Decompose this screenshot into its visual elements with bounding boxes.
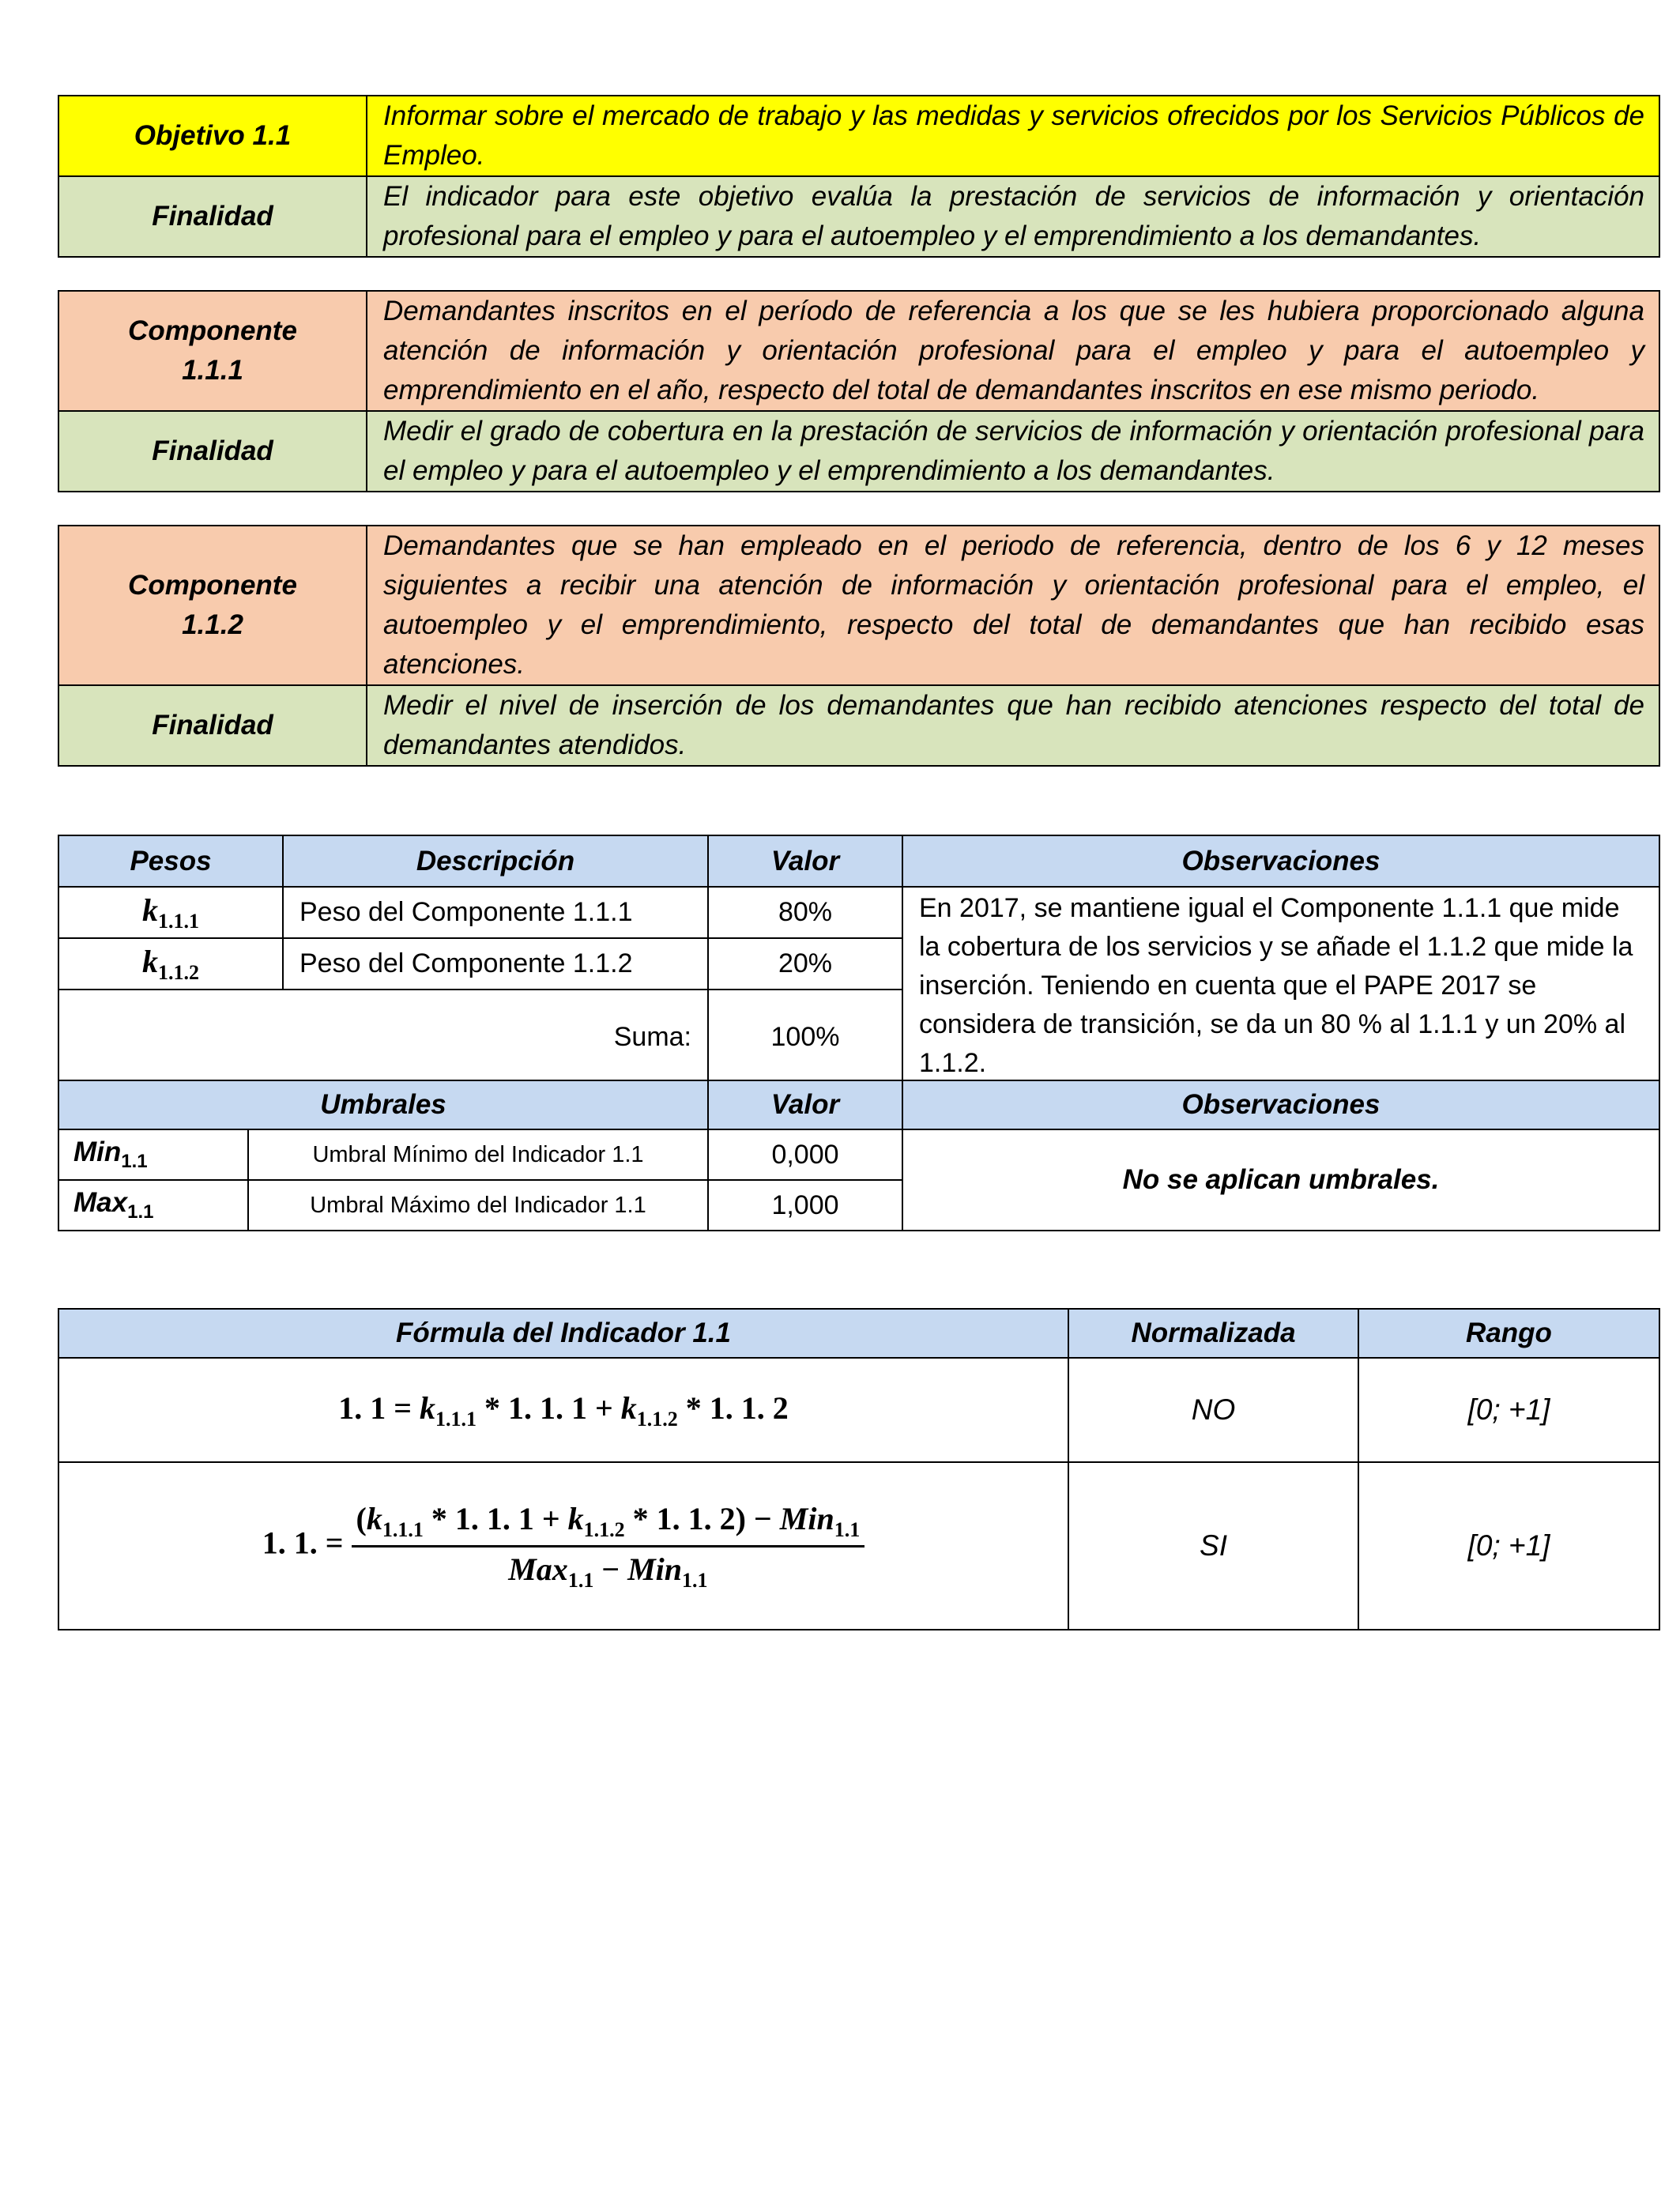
weights-table <box>58 835 1660 1085</box>
component-1-table <box>58 290 1660 492</box>
header-normalizada: Normalizada <box>1068 1309 1358 1358</box>
formula-unnormalized: 1. $1 = k_{1.1.1} * 1$. 1. $1 + k_{1.1.2} * 1$. 1. 2 <box>58 1358 1068 1462</box>
finalidad-label: Finalidad <box>58 176 367 257</box>
header-pesos: Pesos <box>58 835 283 887</box>
threshold-description: Umbral Mínimo del Indicador 1.1 <box>248 1129 708 1180</box>
threshold-min-variable: Min$_{1.1}$ <box>58 1129 248 1180</box>
objective-table <box>58 95 1660 258</box>
header-valor: Valor <box>708 1080 902 1129</box>
component-1-finalidad-text: Medir el grado de cobertura en la prestación de servicios de información y orientación profesional para el empleo y para el autoempleo y el emprendimiento a los demandantes. <box>367 411 1659 492</box>
formula-fraction: $\frac{(k_{1.1.1} * 1. 1. 1 + k_{1.1.2} * 1. 1. 2) - Min_{1.1}}{Max_{1.1} - Min_{1.1}}$ <box>352 1500 865 1593</box>
header-valor: Valor <box>708 835 902 887</box>
sum-value: 100% <box>708 990 902 1084</box>
objective-label: Objetivo 1.1 <box>58 96 367 176</box>
component-2-finalidad-text: Medir el nivel de inserción de los demandantes que han recibido atenciones respecto del total de demandantes atendidos. <box>367 685 1659 766</box>
header-umbrales: Umbrales <box>58 1080 708 1129</box>
header-formula: Fórmula del Indicador 1.1 <box>58 1309 1068 1358</box>
sum-label: Suma: <box>58 990 708 1084</box>
formula-normalized: 1. 1. = $\frac{(k_{1.1.1} * 1. 1. 1 + k_{1.1.2} * 1. 1. 2) - Min_{1.1}}{Max_{1.1} - Min_{1.1}}$ <box>58 1462 1068 1630</box>
component-2-text: Demandantes que se han empleado en el periodo de referencia, dentro de los 6 y 12 meses siguientes a recibir una atención de información y orientación profesional para el empleo, el autoempleo y el emprendimiento, respecto del total de demandantes que han recibido esas atenciones. <box>367 526 1659 685</box>
objective-text: Informar sobre el mercado de trabajo y las medidas y servicios ofrecidos por los Servicios Públicos de Empleo. <box>367 96 1659 176</box>
normalized-value: SI <box>1068 1462 1358 1630</box>
weight-value: 20% <box>708 938 902 990</box>
header-observaciones: Observaciones <box>902 1080 1659 1129</box>
thresholds-table <box>58 1080 1660 1231</box>
weight-description: Peso del Componente 1.1.2 <box>283 938 708 990</box>
threshold-max-variable: Max$_{1.1}$ <box>58 1180 248 1231</box>
component-1-text: Demandantes inscritos en el período de referencia a los que se les hubiera proporcionado alguna atención de información y orientación profesional para el empleo y para el autoempleo y emprendimiento en el año, respecto del total de demandantes inscritos en ese mismo periodo. <box>367 291 1659 411</box>
component-2-table <box>58 525 1660 767</box>
formula-table <box>58 1308 1660 1630</box>
weight-variable: $k_{1.1.2}$ <box>58 938 283 990</box>
finalidad-text: El indicador para este objetivo evalúa la prestación de servicios de información y orientación profesional para el empleo y para el autoempleo y el emprendimiento a los demandantes. <box>367 176 1659 257</box>
range-value: [0; +1] <box>1358 1462 1659 1630</box>
weight-value: 80% <box>708 887 902 938</box>
header-observaciones: Observaciones <box>902 835 1659 887</box>
threshold-value: 0,000 <box>708 1129 902 1180</box>
header-rango: Rango <box>1358 1309 1659 1358</box>
thresholds-observations: No se aplican umbrales. <box>902 1129 1659 1231</box>
component-1-label: Componente 1.1.1 <box>58 291 367 411</box>
range-value: [0; +1] <box>1358 1358 1659 1462</box>
weight-description: Peso del Componente 1.1.1 <box>283 887 708 938</box>
component-1-finalidad-label: Finalidad <box>58 411 367 492</box>
weight-variable: $k_{1.1.1}$ <box>58 887 283 938</box>
threshold-description: Umbral Máximo del Indicador 1.1 <box>248 1180 708 1231</box>
normalized-value: NO <box>1068 1358 1358 1462</box>
header-descripcion: Descripción <box>283 835 708 887</box>
threshold-value: 1,000 <box>708 1180 902 1231</box>
component-2-label: Componente 1.1.2 <box>58 526 367 685</box>
component-2-finalidad-label: Finalidad <box>58 685 367 766</box>
weights-observations: En 2017, se mantiene igual el Componente 1.1.1 que mide la cobertura de los servicios y se añade el 1.1.2 que mide la inserción. Teniendo en cuenta que el PAPE 2017 se considera de transición, se da un 80 % al 1.1.1 y un 20% al 1.1.2. <box>902 887 1659 1084</box>
